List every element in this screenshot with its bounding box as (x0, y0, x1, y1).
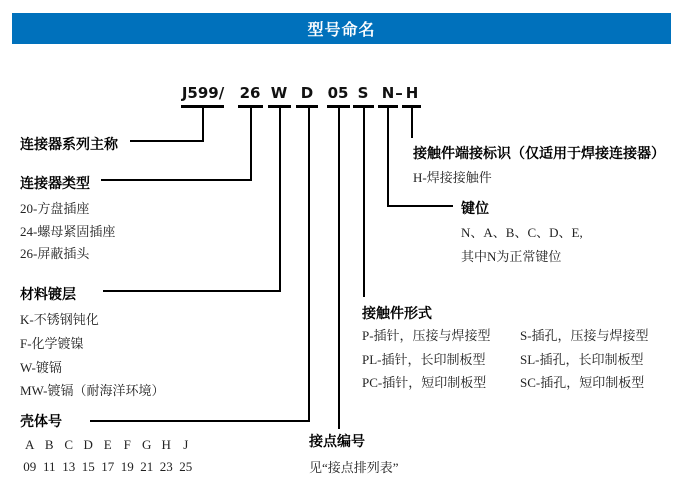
contact-form-title: 接触件形式 (362, 305, 432, 321)
series-title: 连接器系列主称 (20, 136, 118, 152)
contact-form-socket-item: S-插孔，压接与焊接型 (520, 328, 649, 343)
leader-contact-no-vertical (338, 107, 340, 429)
leader-termination-vertical (411, 107, 413, 138)
leader-type-horizontal (101, 179, 252, 181)
shell-number: 13 (62, 459, 76, 474)
key-position-line: N、A、B、C、D、E, (461, 225, 583, 240)
shell-number: 17 (101, 459, 115, 474)
type-title: 连接器类型 (20, 175, 90, 191)
shell-title: 壳体号 (20, 413, 62, 429)
contact-form-socket-item: SL-插孔，长印制板型 (520, 352, 644, 367)
contact-form-pin-item: PC-插针，短印制板型 (362, 375, 487, 390)
type-item: 24-螺母紧固插座 (20, 224, 116, 239)
leader-key-vertical (387, 107, 389, 207)
part-number-shell: D (300, 84, 314, 102)
part-number-contact-no: 05 (327, 84, 349, 102)
part-number-dash: – (395, 84, 403, 102)
plating-title: 材料镀层 (20, 286, 76, 302)
part-number-prefix: J599/ (181, 84, 225, 102)
shell-letter: E (103, 437, 112, 452)
shell-number: 15 (81, 459, 95, 474)
contact-form-socket-item: SC-插孔，短印制板型 (520, 375, 645, 390)
shell-number: 25 (179, 459, 193, 474)
part-number-termination: H (405, 84, 419, 102)
contact-form-pin-item: P-插针，压接与焊接型 (362, 328, 491, 343)
type-item: 26-屏蔽插头 (20, 246, 90, 261)
shell-number: 21 (140, 459, 154, 474)
part-number-key: N (381, 84, 395, 102)
leader-plating-vertical (279, 107, 281, 292)
section-header-bar (12, 13, 671, 44)
plating-item: K-不锈钢钝化 (20, 312, 99, 327)
plating-item: W-镀镉 (20, 360, 62, 375)
leader-type-vertical (250, 107, 252, 181)
tick-shell (296, 105, 318, 108)
page-title: 型号命名 (307, 22, 376, 39)
termination-item: H-焊接接触件 (413, 170, 492, 185)
shell-number: 23 (159, 459, 173, 474)
key-position-line: 其中N为正常键位 (461, 249, 562, 264)
shell-number: 09 (23, 459, 37, 474)
shell-number: 11 (42, 459, 56, 474)
plating-item: F-化学镀镍 (20, 336, 84, 351)
key-position-title: 键位 (461, 200, 489, 216)
shell-letter: G (142, 437, 152, 452)
shell-numbers-row (20, 459, 196, 475)
part-number-plating: W (270, 84, 288, 102)
shell-letter: A (25, 437, 35, 452)
shell-letter: C (64, 437, 74, 452)
shell-number: 19 (120, 459, 134, 474)
leader-contact-form-vertical (363, 107, 365, 297)
leader-shell-horizontal (90, 420, 310, 422)
contact-number-note: 见“接点排列表” (309, 460, 399, 475)
part-number-contact-form: S (357, 84, 369, 102)
leader-prefix-vertical (202, 107, 204, 142)
contact-form-pin-item: PL-插针，长印制板型 (362, 352, 486, 367)
shell-letter: J (183, 437, 189, 452)
leader-series-horizontal (130, 140, 204, 142)
leader-key-horizontal (387, 205, 453, 207)
leader-shell-vertical (308, 107, 310, 422)
shell-letter: F (123, 437, 131, 452)
termination-title: 接触件端接标识（仅适用于焊接连接器） (413, 145, 665, 161)
plating-item: MW-镀镉（耐海洋环境） (20, 383, 165, 398)
shell-letter: D (83, 437, 93, 452)
contact-number-title: 接点编号 (309, 433, 365, 449)
shell-letter: H (161, 437, 171, 452)
leader-plating-horizontal (103, 290, 281, 292)
type-item: 20-方盘插座 (20, 201, 90, 216)
shell-letters-row (20, 437, 196, 453)
part-number-type: 26 (239, 84, 261, 102)
shell-letter: B (44, 437, 54, 452)
